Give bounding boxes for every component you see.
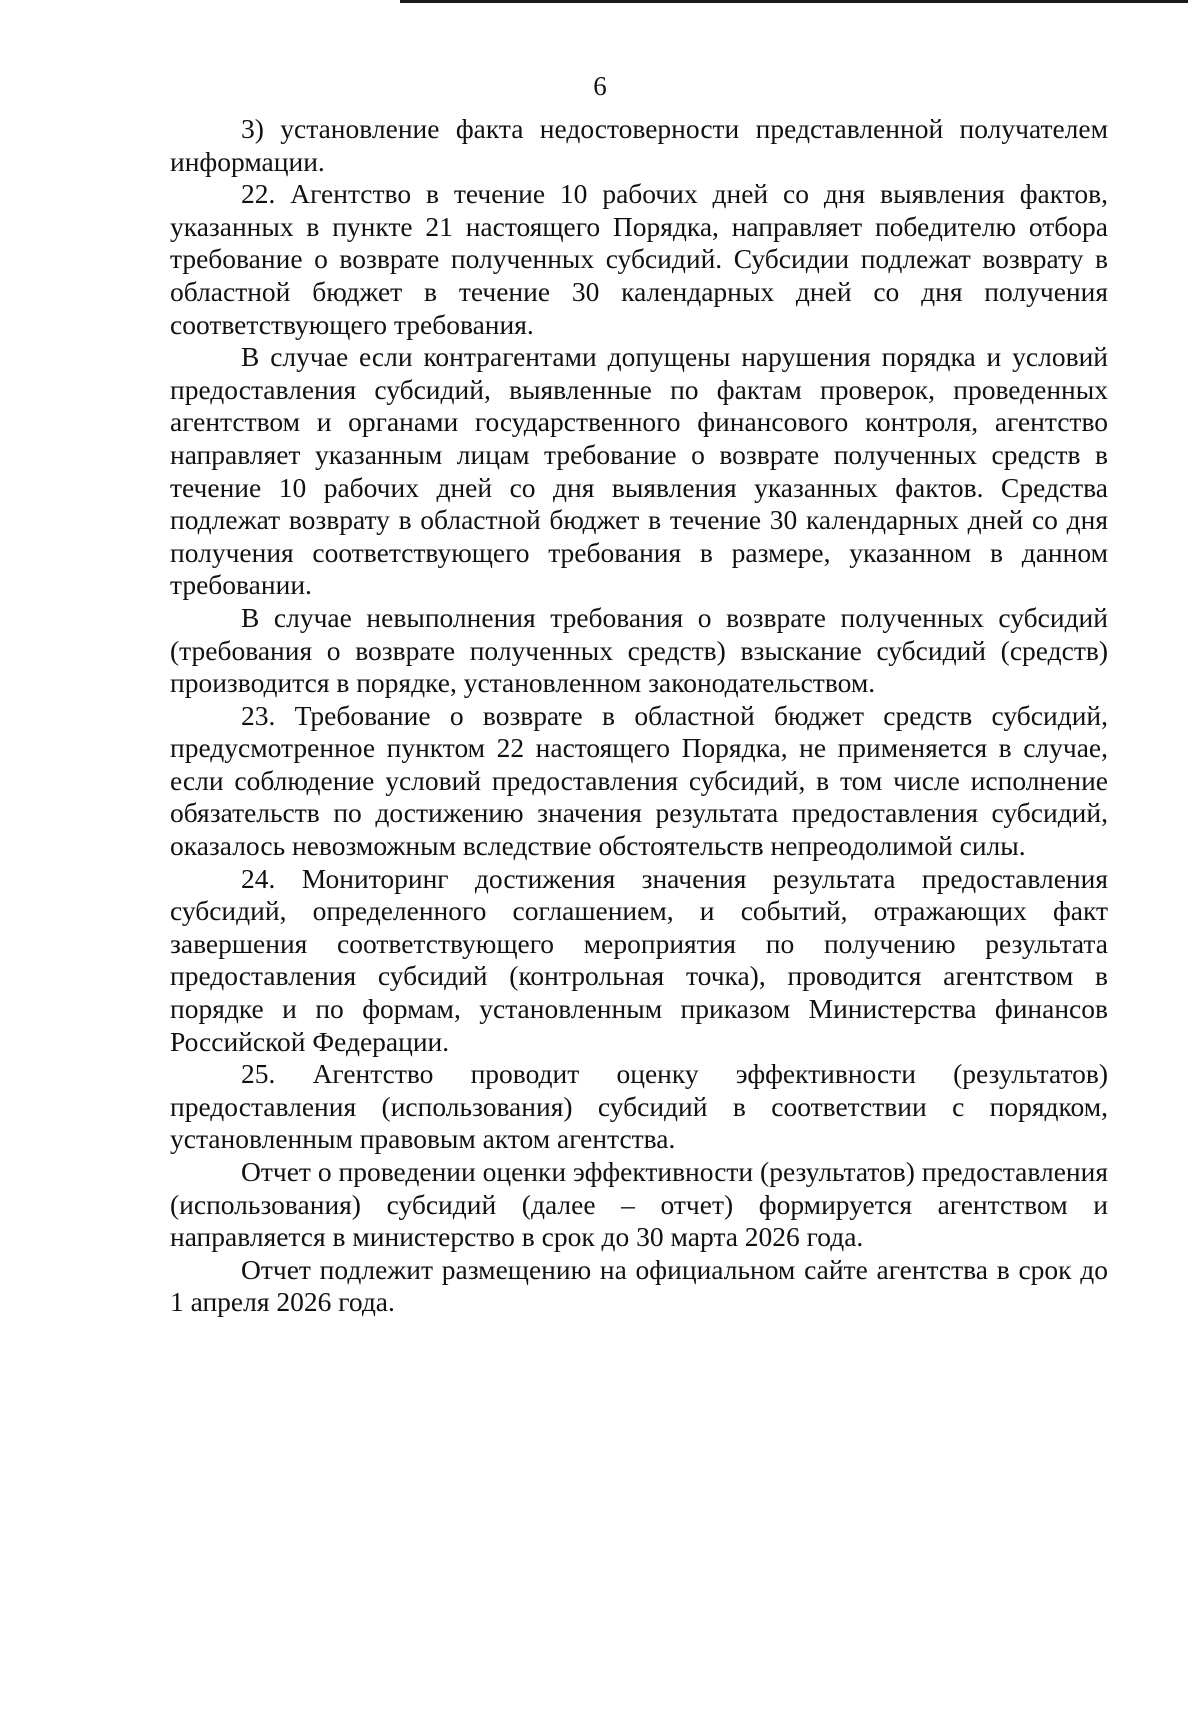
paragraph-24: 24. Мониторинг достижения значения результата предоставления субсидий, определенного соглашением, и событий, отражающих факт завершения соответствующего мероприятия по получению результата предоставления субсидий (контрольная точка), проводится агентством в порядке и по формам, установленным приказом Министерства финансов Российской Федерации. bbox=[170, 862, 1108, 1057]
paragraph-item-3: 3) установление факта недостоверности представленной получателем информации. bbox=[170, 113, 1108, 177]
paragraph-22-nonfulfillment: В случае невыполнения требования о возврате полученных субсидий (требования о возврате полученных средств) взыскание субсидий (средств) производится в порядке, установленном законодательством. bbox=[170, 601, 1108, 699]
paragraph-25-report: Отчет о проведении оценки эффективности (результатов) предоставления (использования) субсидий (далее – отчет) формируется агентством и направляется в министерство в срок до 30 марта 2026 года. bbox=[170, 1156, 1108, 1253]
paragraph-22-contractors: В случае если контрагентами допущены нарушения порядка и условий предоставления субсидий, выявленные по фактам проверок, проведенных агентством и органами государственного финансового контроля, агентство направляет указанным лицам требование о возврате полученных средств в течение 10 рабочих дней со дня выявления указанных фактов. Средства подлежат возврату в областной бюджет в течение 30 календарных дней со дня получения соответствующего требования в размере, указанном в данном требовании. bbox=[170, 341, 1108, 601]
document-body bbox=[170, 113, 1108, 1319]
paragraph-25-publication: Отчет подлежит размещению на официальном сайте агентства в срок до 1 апреля 2026 года. bbox=[170, 1253, 1108, 1318]
page-number: 6 bbox=[593, 71, 607, 101]
top-border-line bbox=[400, 0, 1188, 3]
paragraph-23: 23. Требование о возврате в областной бюджет средств субсидий, предусмотренное пунктом 22 настоящего Порядка, не применяется в случае, если соблюдение условий предоставления субсидий, в том числе исполнение обязательств по достижению значения результата предоставления субсидий, оказалось невозможным вследствие обстоятельств непреодолимой силы. bbox=[170, 699, 1108, 862]
paragraph-25: 25. Агентство проводит оценку эффективности (результатов) предоставления (использования) субсидий в соответствии с порядком, установленным правовым актом агентства. bbox=[170, 1058, 1108, 1155]
paragraph-22: 22. Агентство в течение 10 рабочих дней со дня выявления фактов, указанных в пункте 21 настоящего Порядка, направляет победителю отбора требование о возврате полученных субсидий. Субсидии подлежат возврату в областной бюджет в течение 30 календарных дней со дня получения соответствующего требования. bbox=[170, 178, 1108, 340]
